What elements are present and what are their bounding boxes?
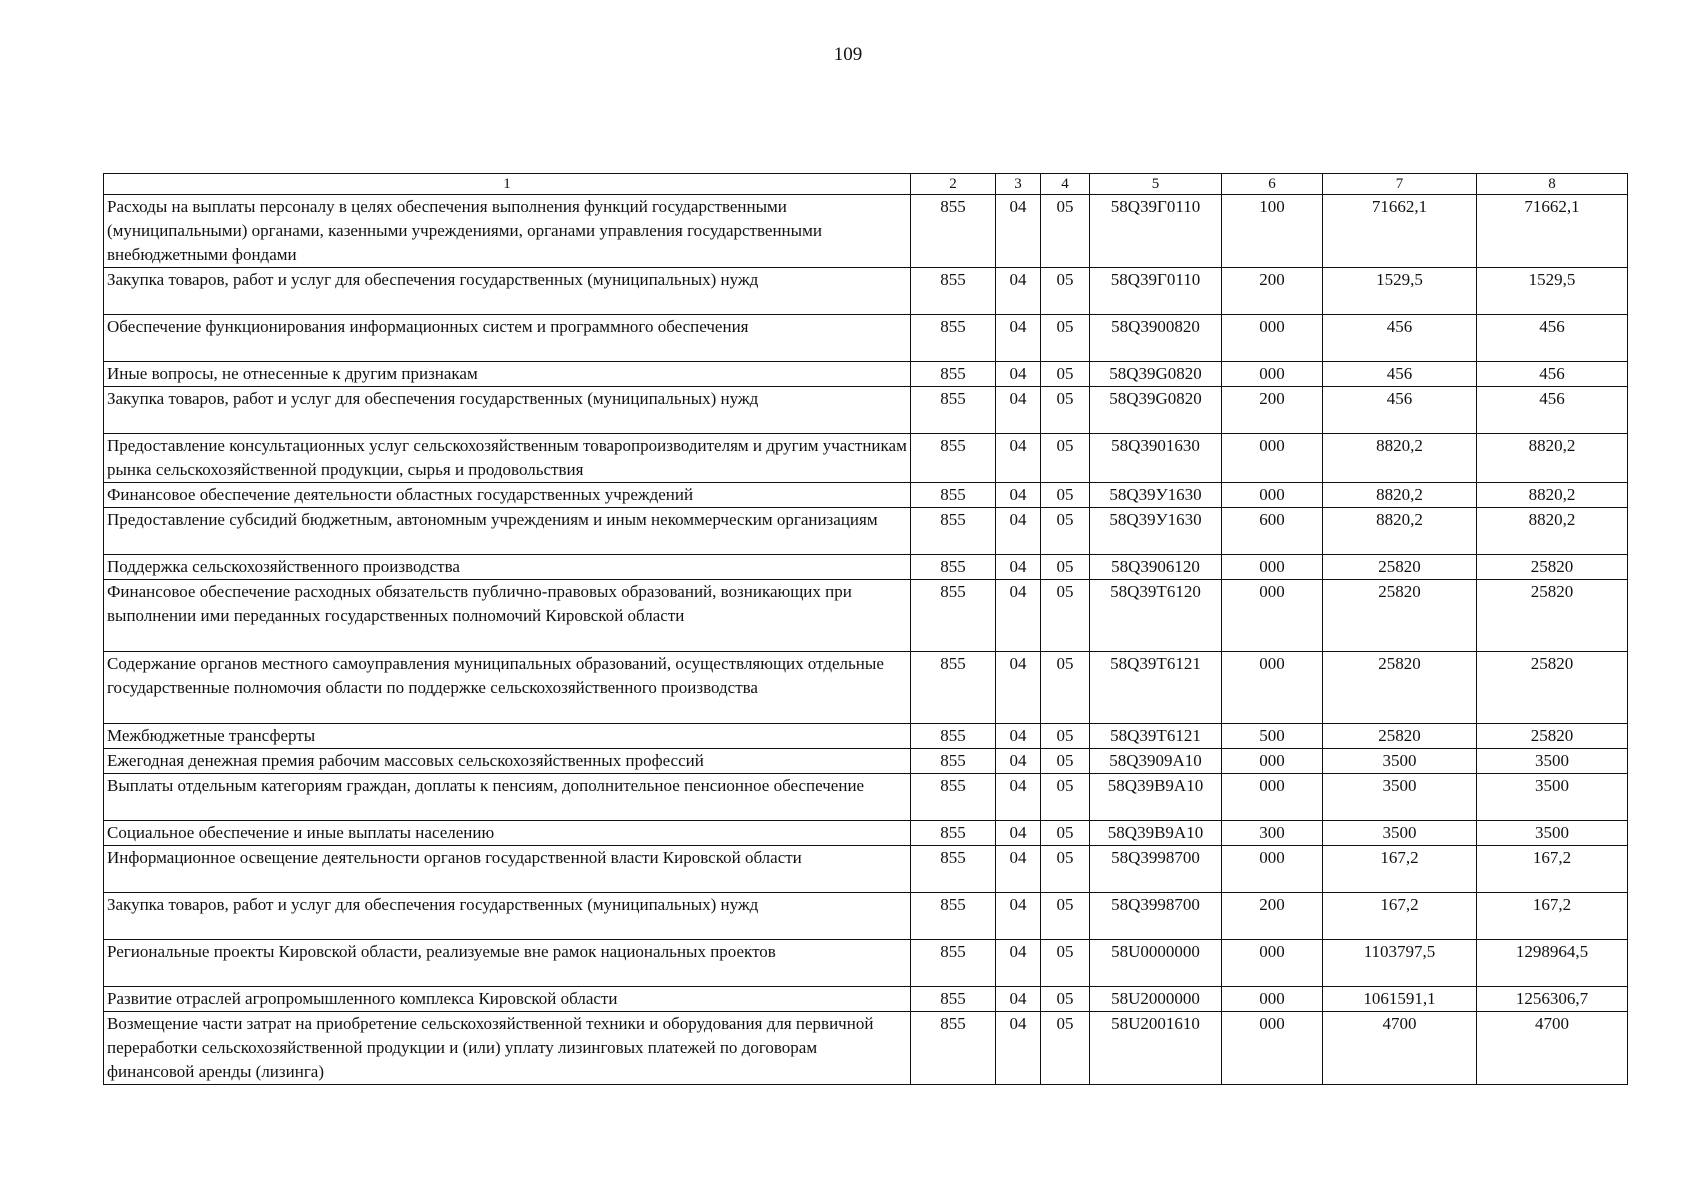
- table-row: [104, 508, 1628, 555]
- row-name-cell: Предоставление субсидий бюджетным, автономным учреждениям и иным некоммерческим организациям: [104, 508, 911, 555]
- row-col7-cell: 3500: [1323, 749, 1477, 774]
- row-col3-cell: 04: [996, 1012, 1041, 1085]
- row-col6-cell: 000: [1222, 483, 1323, 508]
- row-code-cell: 58Q3998700: [1090, 893, 1222, 940]
- row-col6-cell: 000: [1222, 315, 1323, 362]
- row-col8-cell: 167,2: [1477, 893, 1628, 940]
- row-col8-cell: 3500: [1477, 774, 1628, 821]
- table-row: [104, 387, 1628, 434]
- table-row: [104, 821, 1628, 846]
- row-col8-cell: 1529,5: [1477, 268, 1628, 315]
- row-col4-cell: 05: [1041, 508, 1090, 555]
- row-col3-cell: 04: [996, 268, 1041, 315]
- table-row: [104, 362, 1628, 387]
- row-col4-cell: 05: [1041, 1012, 1090, 1085]
- table-row: [104, 555, 1628, 580]
- row-col2-cell: 855: [911, 555, 996, 580]
- row-code-cell: 58Q39Г0110: [1090, 268, 1222, 315]
- row-code-cell: 58Q3900820: [1090, 315, 1222, 362]
- table-row: [104, 940, 1628, 987]
- row-col3-cell: 04: [996, 821, 1041, 846]
- row-col3-cell: 04: [996, 508, 1041, 555]
- row-col2-cell: 855: [911, 1012, 996, 1085]
- row-col6-cell: 600: [1222, 508, 1323, 555]
- table-row: [104, 580, 1628, 652]
- row-col2-cell: 855: [911, 821, 996, 846]
- row-col4-cell: 05: [1041, 846, 1090, 893]
- row-col6-cell: 000: [1222, 987, 1323, 1012]
- row-col8-cell: 8820,2: [1477, 508, 1628, 555]
- row-code-cell: 58U2000000: [1090, 987, 1222, 1012]
- table-row: [104, 652, 1628, 724]
- row-col8-cell: 1298964,5: [1477, 940, 1628, 987]
- row-col4-cell: 05: [1041, 749, 1090, 774]
- row-col7-cell: 25820: [1323, 724, 1477, 749]
- row-col7-cell: 3500: [1323, 821, 1477, 846]
- row-col8-cell: 3500: [1477, 749, 1628, 774]
- table-row: [104, 434, 1628, 483]
- row-col4-cell: 05: [1041, 774, 1090, 821]
- row-col6-cell: 200: [1222, 893, 1323, 940]
- row-code-cell: 58U0000000: [1090, 940, 1222, 987]
- row-col6-cell: 000: [1222, 555, 1323, 580]
- row-col4-cell: 05: [1041, 580, 1090, 652]
- row-col6-cell: 000: [1222, 1012, 1323, 1085]
- row-col6-cell: 200: [1222, 268, 1323, 315]
- row-code-cell: 58Q39Г0110: [1090, 195, 1222, 268]
- row-col8-cell: 25820: [1477, 652, 1628, 724]
- table-row: [104, 315, 1628, 362]
- row-col2-cell: 855: [911, 724, 996, 749]
- row-col8-cell: 25820: [1477, 580, 1628, 652]
- row-col6-cell: 000: [1222, 774, 1323, 821]
- row-name-cell: Развитие отраслей агропромышленного комплекса Кировской области: [104, 987, 911, 1012]
- row-code-cell: 58Q3906120: [1090, 555, 1222, 580]
- row-col2-cell: 855: [911, 774, 996, 821]
- row-name-cell: Выплаты отдельным категориям граждан, доплаты к пенсиям, дополнительное пенсионное обеспечение: [104, 774, 911, 821]
- row-col2-cell: 855: [911, 434, 996, 483]
- row-col3-cell: 04: [996, 987, 1041, 1012]
- table-row: [104, 1012, 1628, 1085]
- table-row: [104, 724, 1628, 749]
- row-col2-cell: 855: [911, 315, 996, 362]
- row-col6-cell: 000: [1222, 580, 1323, 652]
- row-col7-cell: 167,2: [1323, 846, 1477, 893]
- row-col7-cell: 167,2: [1323, 893, 1477, 940]
- row-name-cell: Информационное освещение деятельности органов государственной власти Кировской области: [104, 846, 911, 893]
- row-col7-cell: 1529,5: [1323, 268, 1477, 315]
- row-col4-cell: 05: [1041, 483, 1090, 508]
- row-name-cell: Закупка товаров, работ и услуг для обеспечения государственных (муниципальных) нужд: [104, 387, 911, 434]
- row-col4-cell: 05: [1041, 555, 1090, 580]
- row-col4-cell: 05: [1041, 362, 1090, 387]
- column-header: 7: [1323, 174, 1477, 195]
- row-name-cell: Финансовое обеспечение расходных обязательств публично-правовых образований, возникающих при выполнении ими переданных государственных полномочий Кировской области: [104, 580, 911, 652]
- row-col8-cell: 167,2: [1477, 846, 1628, 893]
- row-code-cell: 58Q39Т6120: [1090, 580, 1222, 652]
- row-col3-cell: 04: [996, 893, 1041, 940]
- row-col8-cell: 8820,2: [1477, 483, 1628, 508]
- table-row: [104, 268, 1628, 315]
- row-name-cell: Поддержка сельскохозяйственного производства: [104, 555, 911, 580]
- row-col3-cell: 04: [996, 846, 1041, 893]
- page-number: 109: [833, 44, 863, 65]
- row-col2-cell: 855: [911, 749, 996, 774]
- table-row: [104, 987, 1628, 1012]
- row-col6-cell: 000: [1222, 749, 1323, 774]
- row-col3-cell: 04: [996, 362, 1041, 387]
- row-col6-cell: 300: [1222, 821, 1323, 846]
- row-code-cell: 58Q3901630: [1090, 434, 1222, 483]
- row-col3-cell: 04: [996, 483, 1041, 508]
- row-col3-cell: 04: [996, 749, 1041, 774]
- row-col7-cell: 25820: [1323, 652, 1477, 724]
- row-name-cell: Обеспечение функционирования информационных систем и программного обеспечения: [104, 315, 911, 362]
- row-col3-cell: 04: [996, 315, 1041, 362]
- row-col3-cell: 04: [996, 652, 1041, 724]
- row-col7-cell: 8820,2: [1323, 483, 1477, 508]
- row-name-cell: Социальное обеспечение и иные выплаты населению: [104, 821, 911, 846]
- row-code-cell: 58Q39Т6121: [1090, 724, 1222, 749]
- header-row: [104, 174, 1628, 195]
- row-col2-cell: 855: [911, 846, 996, 893]
- row-col2-cell: 855: [911, 195, 996, 268]
- row-col7-cell: 8820,2: [1323, 434, 1477, 483]
- table-row: [104, 846, 1628, 893]
- row-code-cell: 58Q39У1630: [1090, 508, 1222, 555]
- row-col2-cell: 855: [911, 483, 996, 508]
- row-col2-cell: 855: [911, 387, 996, 434]
- row-col4-cell: 05: [1041, 724, 1090, 749]
- row-col6-cell: 000: [1222, 940, 1323, 987]
- row-col4-cell: 05: [1041, 987, 1090, 1012]
- row-col3-cell: 04: [996, 434, 1041, 483]
- row-col8-cell: 25820: [1477, 555, 1628, 580]
- row-col2-cell: 855: [911, 987, 996, 1012]
- budget-table: [103, 173, 1628, 1085]
- row-name-cell: Межбюджетные трансферты: [104, 724, 911, 749]
- row-code-cell: 58Q3909A10: [1090, 749, 1222, 774]
- row-name-cell: Предоставление консультационных услуг сельскохозяйственным товаропроизводителям и другим участникам рынка сельскохозяйственной продукции, сырья и продовольствия: [104, 434, 911, 483]
- row-col2-cell: 855: [911, 940, 996, 987]
- row-name-cell: Содержание органов местного самоуправления муниципальных образований, осуществляющих отдельные государственные полномочия области по поддержке сельскохозяйственного производства: [104, 652, 911, 724]
- row-col7-cell: 1061591,1: [1323, 987, 1477, 1012]
- row-col4-cell: 05: [1041, 821, 1090, 846]
- row-col3-cell: 04: [996, 580, 1041, 652]
- row-col8-cell: 456: [1477, 362, 1628, 387]
- row-col4-cell: 05: [1041, 652, 1090, 724]
- row-col6-cell: 000: [1222, 362, 1323, 387]
- table-row: [104, 483, 1628, 508]
- row-col3-cell: 04: [996, 940, 1041, 987]
- row-col4-cell: 05: [1041, 315, 1090, 362]
- row-name-cell: Региональные проекты Кировской области, реализуемые вне рамок национальных проектов: [104, 940, 911, 987]
- column-header: 1: [104, 174, 911, 195]
- row-code-cell: 58Q3998700: [1090, 846, 1222, 893]
- column-header: 6: [1222, 174, 1323, 195]
- table-row: [104, 774, 1628, 821]
- row-col4-cell: 05: [1041, 940, 1090, 987]
- row-col3-cell: 04: [996, 555, 1041, 580]
- row-col2-cell: 855: [911, 580, 996, 652]
- row-col8-cell: 8820,2: [1477, 434, 1628, 483]
- row-col6-cell: 000: [1222, 652, 1323, 724]
- table-row: [104, 893, 1628, 940]
- row-col7-cell: 8820,2: [1323, 508, 1477, 555]
- row-code-cell: 58Q39У1630: [1090, 483, 1222, 508]
- row-col4-cell: 05: [1041, 195, 1090, 268]
- row-name-cell: Иные вопросы, не отнесенные к другим признакам: [104, 362, 911, 387]
- row-name-cell: Закупка товаров, работ и услуг для обеспечения государственных (муниципальных) нужд: [104, 893, 911, 940]
- row-col7-cell: 25820: [1323, 580, 1477, 652]
- row-name-cell: Финансовое обеспечение деятельности областных государственных учреждений: [104, 483, 911, 508]
- row-col2-cell: 855: [911, 893, 996, 940]
- row-col8-cell: 71662,1: [1477, 195, 1628, 268]
- row-col3-cell: 04: [996, 387, 1041, 434]
- column-header: 2: [911, 174, 996, 195]
- row-col8-cell: 25820: [1477, 724, 1628, 749]
- column-header: 8: [1477, 174, 1628, 195]
- row-col8-cell: 3500: [1477, 821, 1628, 846]
- column-header: 4: [1041, 174, 1090, 195]
- row-col6-cell: 200: [1222, 387, 1323, 434]
- row-col4-cell: 05: [1041, 268, 1090, 315]
- row-col4-cell: 05: [1041, 434, 1090, 483]
- row-col6-cell: 000: [1222, 434, 1323, 483]
- row-code-cell: 58Q39B9A10: [1090, 821, 1222, 846]
- row-col6-cell: 000: [1222, 846, 1323, 893]
- row-code-cell: 58Q39Т6121: [1090, 652, 1222, 724]
- row-code-cell: 58U2001610: [1090, 1012, 1222, 1085]
- row-name-cell: Расходы на выплаты персоналу в целях обеспечения выполнения функций государственными (муниципальными) органами, казенными учреждениями, органами управления государственными внебюджетными фондами: [104, 195, 911, 268]
- table-row: [104, 749, 1628, 774]
- row-col4-cell: 05: [1041, 387, 1090, 434]
- row-col8-cell: 4700: [1477, 1012, 1628, 1085]
- row-col3-cell: 04: [996, 195, 1041, 268]
- table-row: [104, 195, 1628, 268]
- row-col3-cell: 04: [996, 774, 1041, 821]
- row-col8-cell: 456: [1477, 387, 1628, 434]
- column-header: 5: [1090, 174, 1222, 195]
- row-col7-cell: 4700: [1323, 1012, 1477, 1085]
- row-col7-cell: 1103797,5: [1323, 940, 1477, 987]
- row-col7-cell: 71662,1: [1323, 195, 1477, 268]
- row-col7-cell: 456: [1323, 387, 1477, 434]
- row-col3-cell: 04: [996, 724, 1041, 749]
- row-col8-cell: 456: [1477, 315, 1628, 362]
- row-col7-cell: 456: [1323, 362, 1477, 387]
- row-name-cell: Возмещение части затрат на приобретение сельскохозяйственной техники и оборудования для первичной переработки сельскохозяйственной продукции и (или) уплату лизинговых платежей по договорам финансовой аренды (лизинга): [104, 1012, 911, 1085]
- row-col2-cell: 855: [911, 652, 996, 724]
- row-col7-cell: 3500: [1323, 774, 1477, 821]
- row-col7-cell: 456: [1323, 315, 1477, 362]
- row-col6-cell: 500: [1222, 724, 1323, 749]
- row-name-cell: Ежегодная денежная премия рабочим массовых сельскохозяйственных профессий: [104, 749, 911, 774]
- row-name-cell: Закупка товаров, работ и услуг для обеспечения государственных (муниципальных) нужд: [104, 268, 911, 315]
- row-col7-cell: 25820: [1323, 555, 1477, 580]
- row-code-cell: 58Q39G0820: [1090, 387, 1222, 434]
- row-col6-cell: 100: [1222, 195, 1323, 268]
- row-col8-cell: 1256306,7: [1477, 987, 1628, 1012]
- row-code-cell: 58Q39G0820: [1090, 362, 1222, 387]
- column-header: 3: [996, 174, 1041, 195]
- row-col2-cell: 855: [911, 362, 996, 387]
- row-col2-cell: 855: [911, 268, 996, 315]
- row-code-cell: 58Q39B9A10: [1090, 774, 1222, 821]
- row-col4-cell: 05: [1041, 893, 1090, 940]
- row-col2-cell: 855: [911, 508, 996, 555]
